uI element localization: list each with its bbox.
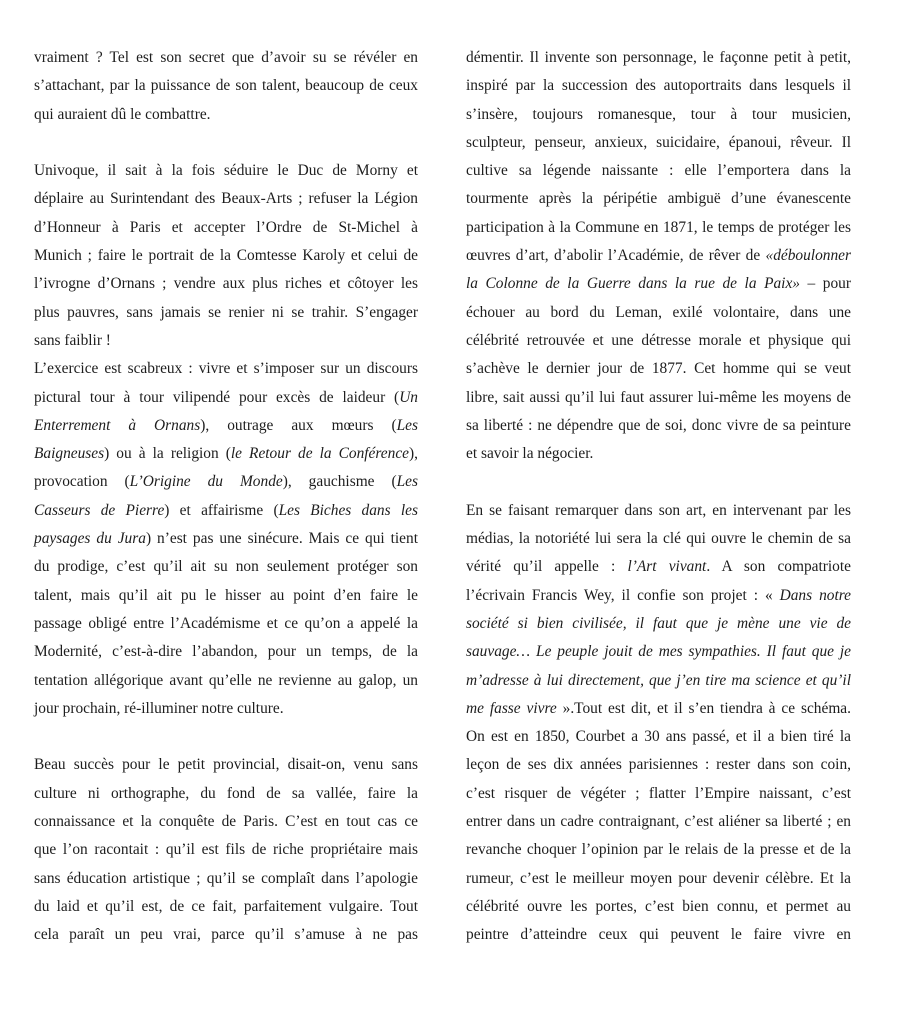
- text-line: [466, 214, 851, 242]
- text-line: [466, 72, 851, 100]
- body-text: sans éducation artistique ; qu’il se complaît dans l’apologie: [34, 869, 418, 887]
- paragraph: [466, 44, 851, 468]
- body-text: échouer au bord du Leman, exilé volontaire, dans une: [466, 303, 851, 321]
- body-text: sa liberté : ne dépendre que de soi, donc vivre de sa peinture: [466, 416, 851, 434]
- text-line: [34, 638, 418, 666]
- body-text: libre, sait aussi qu’il lui faut assurer lui-même les moyens de: [466, 388, 851, 406]
- body-text: pictural tour à tour vilipendé pour excès de laideur (: [34, 388, 400, 406]
- text-line: [34, 808, 418, 836]
- body-text: tourmente après la péripétie ambiguë d’une évanescente: [466, 190, 851, 208]
- text-line: [466, 723, 851, 751]
- text-line: [466, 412, 851, 440]
- body-text: . A son compatriote: [706, 558, 851, 576]
- text-line: [34, 270, 418, 298]
- body-text: célébrité ouvre les portes, c’est bien connu, et permet au: [466, 897, 851, 915]
- text-line: [34, 695, 418, 723]
- body-text: ), gauchisme (: [282, 473, 397, 491]
- text-line: [466, 921, 851, 949]
- text-line: [466, 384, 851, 412]
- italic-title-text: me fasse vivre: [466, 699, 557, 717]
- body-text: On est en 1850, Courbet a 30 ans passé, et il a bien tiré la: [466, 728, 851, 746]
- text-line: [466, 667, 851, 695]
- body-text: cultive sa légende naissante : elle l’emportera dans la: [466, 162, 851, 180]
- text-line: [466, 101, 851, 129]
- text-line: [34, 384, 418, 412]
- text-line: [34, 185, 418, 213]
- italic-title-text: société si bien civilisée, il faut que je mène une vie de: [466, 614, 851, 632]
- body-text: vraiment ? Tel est son secret que d’avoir su se révéler en: [34, 49, 418, 66]
- text-line: [466, 44, 851, 72]
- body-text: Modernité, c’est-à-dire l’abandon, pour un temps, de la: [34, 643, 418, 661]
- body-text: Univoque, il sait à la fois séduire le Duc de Morny et: [34, 162, 418, 180]
- italic-title-text: sauvage… Le peuple jouit de mes sympathies. Il faut que je: [466, 643, 851, 661]
- italic-title-text: la Colonne de la Guerre dans la rue de la Paix»: [466, 275, 800, 293]
- italic-title-text: Enterrement à Ornans: [34, 416, 201, 434]
- body-text: connaissance et la conquête de Paris. C’est en tout cas ce: [34, 813, 418, 831]
- body-text: En se faisant remarquer dans son art, en intervenant par les: [466, 501, 851, 519]
- body-text: ».Tout est dit, et il s’en tiendra à ce schéma.: [556, 699, 851, 717]
- body-text: l’ivrogne d’Ornans ; vendre aux plus riches et côtoyer les: [34, 275, 418, 293]
- italic-title-text: m’adresse à lui directement, que j’en tire ma science et qu’il: [466, 671, 851, 689]
- text-line: [466, 157, 851, 185]
- text-line: [466, 780, 851, 808]
- body-text: cela paraît un peu vrai, parce qu’il s’amuse à ne pas: [34, 926, 418, 944]
- italic-title-text: Les Biches dans les: [278, 501, 418, 519]
- text-line: [34, 440, 418, 468]
- text-line: [34, 553, 418, 581]
- body-text: déplaire au Surintendant des Beaux-Arts ; refuser la Légion: [34, 190, 418, 208]
- body-text: talent, mais qu’il ait pu le hisser au point d’en faire le: [34, 586, 418, 604]
- body-text: ) n’est pas une sinécure. Mais ce qui tient: [145, 530, 418, 548]
- text-line: [466, 695, 851, 723]
- text-line: [466, 270, 851, 298]
- body-text: s’insère, toujours romanesque, tour à tour musicien,: [466, 105, 851, 123]
- body-text: entrer dans un cadre contraignant, c’est aliéner sa liberté ; en: [466, 813, 851, 831]
- body-text: d’Honneur à Paris et accepter l’Ordre de St-Michel à: [34, 218, 418, 236]
- text-line: [466, 185, 851, 213]
- text-line: [34, 355, 418, 383]
- text-line: [34, 921, 418, 949]
- body-text: l’écrivain Francis Wey, il confie son projet : «: [466, 586, 780, 604]
- text-line: [34, 525, 418, 553]
- body-text: célébrité retrouvée et une détresse morale et physique qui: [466, 331, 851, 349]
- italic-title-text: L’Origine du Monde: [129, 473, 283, 491]
- text-line: [466, 893, 851, 921]
- body-text: culture ni orthographe, du fond de sa vallée, faire la: [34, 784, 418, 802]
- text-line: [466, 808, 851, 836]
- text-line: [34, 412, 418, 440]
- text-line: [466, 440, 851, 468]
- text-line: [34, 299, 418, 327]
- body-text: du prodige, c’est qu’il ait su non seulement protéger son: [34, 558, 418, 576]
- italic-title-text: l’Art vivant: [627, 558, 707, 576]
- body-text: – pour: [799, 275, 851, 293]
- text-line: [466, 638, 851, 666]
- paragraph-spacer: [466, 468, 851, 496]
- body-text: L’exercice est scabreux : vivre et s’imposer sur un discours: [34, 360, 418, 378]
- paragraph-spacer: [34, 129, 418, 157]
- body-text: rumeur, c’est le meilleur moyen pour devenir célèbre. Et la: [466, 869, 851, 887]
- body-text: s’achève le dernier jour de 1877. Cet homme qui se veut: [466, 360, 851, 378]
- text-line: [34, 242, 418, 270]
- italic-title-text: Les: [396, 473, 418, 491]
- body-text: sculpteur, penseur, anxieux, suicidaire, épanoui, rêveur. Il: [466, 133, 851, 151]
- text-line: [466, 525, 851, 553]
- text-line: [466, 751, 851, 779]
- body-text: vérité qu’il appelle :: [466, 558, 628, 576]
- text-line: [34, 780, 418, 808]
- text-line: [34, 214, 418, 242]
- body-text: que l’on racontait : qu’il est fils de riche propriétaire mais: [34, 841, 418, 859]
- body-text: Munich ; faire le portrait de la Comtesse Karoly et celui de: [34, 247, 418, 265]
- body-text: ) et affairisme (: [164, 501, 279, 519]
- italic-title-text: Les: [396, 416, 418, 434]
- paragraph-spacer: [34, 723, 418, 751]
- body-text: ),: [409, 445, 418, 463]
- body-text: tentation allégorique avant qu’elle ne revienne au galop, un: [34, 671, 418, 689]
- italic-title-text: le Retour de la Conférence: [230, 445, 409, 463]
- text-line: [34, 893, 418, 921]
- italic-title-text: Baigneuses: [34, 445, 105, 463]
- text-line: [34, 327, 418, 355]
- text-line: [466, 497, 851, 525]
- body-text: jour prochain, ré-illuminer notre culture.: [34, 699, 284, 717]
- text-line: [34, 610, 418, 638]
- text-line: [466, 865, 851, 893]
- text-column-right: [466, 44, 851, 950]
- text-line: [34, 101, 418, 129]
- text-line: [34, 751, 418, 779]
- body-text: et savoir la négocier.: [466, 445, 594, 463]
- text-line: [466, 299, 851, 327]
- body-text: inspiré par la succession des autoportraits dans lesquels il: [466, 77, 851, 95]
- italic-title-text: Un: [399, 388, 418, 406]
- paragraph: [34, 751, 418, 949]
- body-text: démentir. Il invente son personnage, le façonne petit à petit,: [466, 49, 851, 66]
- body-text: s’attachant, par la puissance de son talent, beaucoup de ceux: [34, 77, 418, 95]
- text-line: [34, 865, 418, 893]
- text-line: [34, 468, 418, 496]
- italic-title-text: «déboulonner: [765, 247, 851, 265]
- text-line: [466, 129, 851, 157]
- body-text: Beau succès pour le petit provincial, disait-on, venu sans: [34, 756, 418, 774]
- text-line: [34, 44, 418, 72]
- body-text: provocation (: [34, 473, 130, 491]
- text-line: [466, 610, 851, 638]
- text-line: [466, 242, 851, 270]
- paragraph: [34, 355, 418, 723]
- text-line: [466, 355, 851, 383]
- body-text: médias, la notoriété lui sera la clé qui ouvre le chemin de sa: [466, 530, 851, 548]
- body-text: du laid et qu’il est, de ce fait, parfaitement vulgaire. Tout: [34, 897, 418, 915]
- body-text: qui auraient dû le combattre.: [34, 105, 211, 123]
- paragraph: [466, 497, 851, 950]
- text-column-left: [34, 44, 418, 950]
- text-line: [466, 553, 851, 581]
- text-line: [466, 582, 851, 610]
- body-text: c’est risquer de végéter ; flatter l’Empire naissant, c’est: [466, 784, 851, 802]
- text-line: [34, 667, 418, 695]
- paragraph: [34, 157, 418, 355]
- italic-title-text: Casseurs de Pierre: [34, 501, 165, 519]
- body-text: plus pauvres, sans jamais se renier ni se trahir. S’engager: [34, 303, 418, 321]
- body-text: leçon de ses dix années parisiennes : rester dans son coin,: [466, 756, 851, 774]
- text-line: [34, 497, 418, 525]
- body-text: revanche choquer l’opinion par le relais de la presse et de la: [466, 841, 851, 859]
- body-text: sans faiblir !: [34, 331, 111, 349]
- body-text: ), outrage aux mœurs (: [200, 416, 397, 434]
- text-line: [466, 836, 851, 864]
- italic-title-text: Dans notre: [779, 586, 852, 604]
- text-line: [34, 157, 418, 185]
- text-line: [34, 836, 418, 864]
- body-text: participation à la Commune en 1871, le temps de protéger les: [466, 218, 851, 236]
- text-line: [34, 582, 418, 610]
- body-text: œuvres d’art, d’abolir l’Académie, de rêver de: [466, 247, 766, 265]
- body-text: passage obligé entre l’Académisme et ce qu’on a appelé la: [34, 614, 418, 632]
- text-line: [466, 327, 851, 355]
- paragraph: [34, 44, 418, 129]
- italic-title-text: paysages du Jura: [34, 530, 146, 548]
- body-text: ) ou à la religion (: [104, 445, 231, 463]
- body-text: peintre d’atteindre ceux qui peuvent le faire vivre en: [466, 926, 851, 944]
- text-line: [34, 72, 418, 100]
